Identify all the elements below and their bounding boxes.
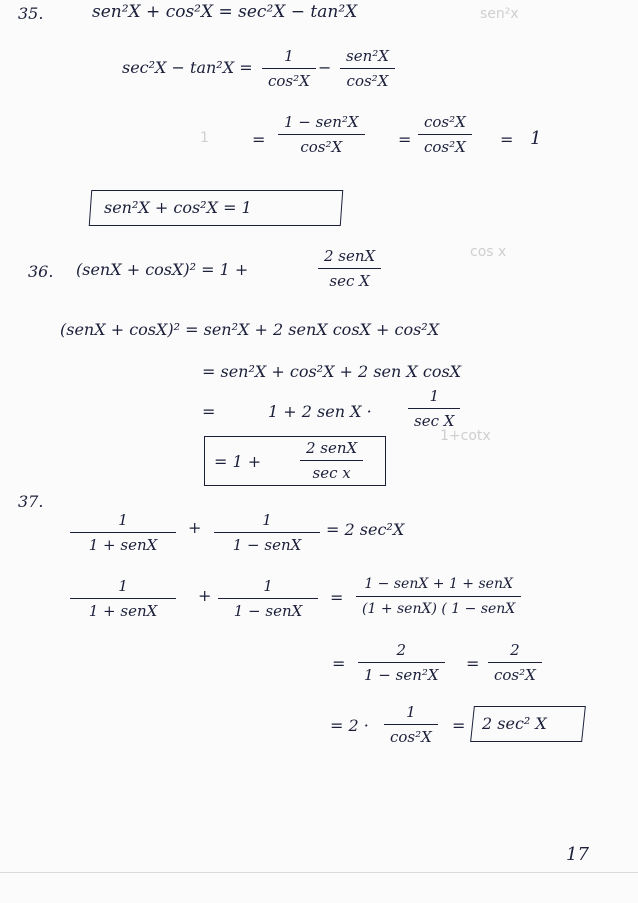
fraction-bar	[218, 598, 318, 599]
numerator: 1	[262, 511, 272, 529]
fraction	[318, 246, 381, 291]
denominator: cos²X	[390, 728, 432, 746]
fraction	[278, 112, 365, 157]
fraction	[358, 640, 445, 685]
fraction	[488, 640, 542, 685]
boxed-answer: sen²X + cos²X = 1	[104, 198, 252, 217]
problem-statement: (senX + cosX)² = 1 +	[76, 260, 249, 279]
numerator: 1	[118, 511, 128, 529]
page-number: 17	[566, 844, 589, 865]
fraction-bar	[214, 532, 320, 533]
equation-line: = sen²X + cos²X + 2 sen X cosX	[202, 362, 462, 381]
numerator: 1	[118, 577, 128, 595]
equation-line: = 2 sec²X	[326, 520, 405, 539]
operator: =	[330, 588, 344, 607]
denominator: (1 + senX) ( 1 − senX	[362, 601, 516, 617]
problem-number: 37.	[18, 492, 44, 511]
operator: =	[332, 654, 346, 673]
numerator: 2	[510, 641, 520, 659]
operator: +	[188, 518, 202, 537]
numerator: cos²X	[424, 113, 466, 131]
numerator: sen²X	[346, 47, 389, 65]
fraction-bar	[408, 408, 460, 409]
fraction-bar	[356, 596, 521, 597]
fraction-bar	[262, 68, 316, 69]
fraction	[300, 438, 363, 483]
boxed-answer: 2 sec² X	[482, 714, 547, 733]
numerator: 1	[406, 703, 416, 721]
numerator: 1	[429, 387, 439, 405]
numerator: 2	[396, 641, 407, 659]
boxed-answer: = 1 +	[214, 452, 262, 471]
fraction	[262, 46, 316, 91]
denominator: 1 − senX	[233, 602, 303, 620]
numerator: 2 senX	[306, 439, 358, 457]
fraction	[408, 386, 460, 431]
equation-line: = 2 ·	[330, 716, 369, 735]
fraction-bar	[358, 662, 445, 663]
numerator: 2 senX	[324, 247, 376, 265]
fraction-bar	[278, 134, 365, 135]
operator: =	[452, 716, 466, 735]
numerator: 1	[263, 577, 273, 595]
fraction	[214, 510, 320, 555]
bleed-through-text: 1+cotx	[440, 428, 491, 444]
denominator: cos²X	[300, 138, 343, 156]
numerator: 1 − sen²X	[284, 113, 359, 131]
denominator: sec X	[414, 412, 455, 430]
operator: =	[202, 402, 216, 421]
operator: =	[466, 654, 480, 673]
equation-line: 1 + 2 sen X ·	[268, 402, 372, 421]
fraction-bar	[418, 134, 472, 135]
denominator: 1 − senX	[232, 536, 302, 554]
denominator: sec x	[312, 464, 351, 482]
fraction-bar	[384, 724, 438, 725]
fraction-bar	[300, 460, 363, 461]
fraction-bar	[488, 662, 542, 663]
operator: =	[500, 130, 514, 149]
operator: −	[318, 58, 332, 77]
denominator: cos²X	[346, 72, 389, 90]
numerator: 1 − senX + 1 + senX	[364, 576, 513, 592]
fraction-bar	[70, 532, 176, 533]
denominator: cos²X	[424, 138, 466, 156]
fraction-bar	[70, 598, 176, 599]
denominator: sec X	[329, 272, 370, 290]
fraction-bar	[318, 268, 381, 269]
equation-line: sec²X − tan²X =	[122, 58, 253, 77]
fraction	[218, 576, 318, 621]
fraction-bar	[340, 68, 395, 69]
denominator: 1 + senX	[88, 536, 158, 554]
problem-number: 35.	[18, 4, 44, 23]
operator: =	[398, 130, 412, 149]
fraction	[356, 574, 521, 619]
denominator: 1 + senX	[88, 602, 158, 620]
denominator: 1 − sen²X	[364, 666, 439, 684]
result: 1	[530, 128, 542, 149]
problem-statement: sen²X + cos²X = sec²X − tan²X	[92, 2, 358, 22]
scan-edge-line	[0, 872, 638, 873]
fraction	[340, 46, 395, 91]
operator: +	[198, 586, 212, 605]
fraction	[418, 112, 472, 157]
fraction	[384, 702, 438, 747]
bleed-through-text: sen²x	[480, 6, 519, 22]
numerator: 1	[284, 47, 294, 65]
fraction	[70, 510, 176, 555]
equation-line: (senX + cosX)² = sen²X + 2 senX cosX + cos²X	[60, 320, 440, 339]
bleed-through-text: cos x	[470, 244, 507, 260]
bleed-through-text: 1	[200, 130, 209, 146]
operator: =	[252, 130, 266, 149]
denominator: cos²X	[494, 666, 536, 684]
fraction	[70, 576, 176, 621]
denominator: cos²X	[268, 72, 310, 90]
problem-number: 36.	[28, 262, 54, 281]
